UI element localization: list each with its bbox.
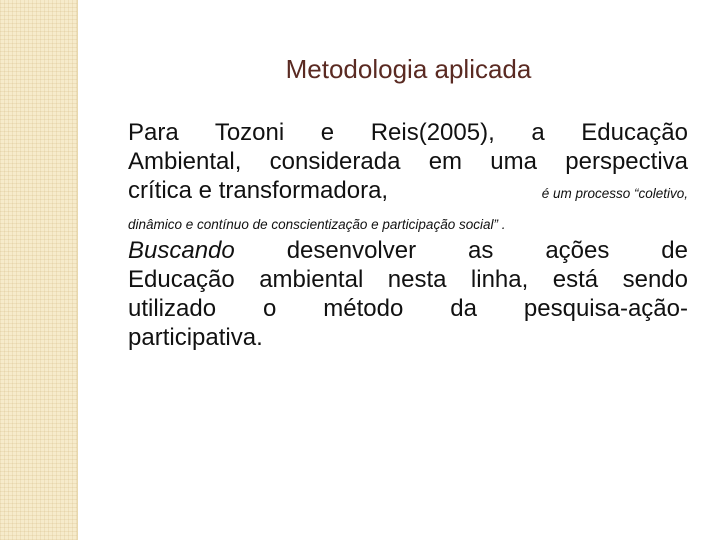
body-line-7: utilizado o método da pesquisa-ação- <box>128 295 688 322</box>
body-line-5-text: desenvolver as ações de <box>286 237 688 264</box>
slide-title: Metodologia aplicada <box>285 54 532 84</box>
body-line-3 <box>128 176 688 208</box>
body-line-8: participativa. <box>128 324 263 351</box>
body-line-6: Educação ambiental nesta linha, está sendo <box>128 266 688 293</box>
quote-continuation: dinâmico e contínuo de conscientização e participação social” . <box>128 217 506 232</box>
slide-body <box>128 118 688 352</box>
body-line-5 <box>128 236 688 265</box>
body-line-3-text: crítica e transformadora, <box>128 177 389 204</box>
body-line-1: Para Tozoni e Reis(2005), a Educação <box>128 119 688 146</box>
body-line-2: Ambiental, considerada em uma perspectiva <box>128 148 688 175</box>
quote-start: é um processo “coletivo, <box>541 186 688 201</box>
italic-word: Buscando <box>128 237 235 264</box>
